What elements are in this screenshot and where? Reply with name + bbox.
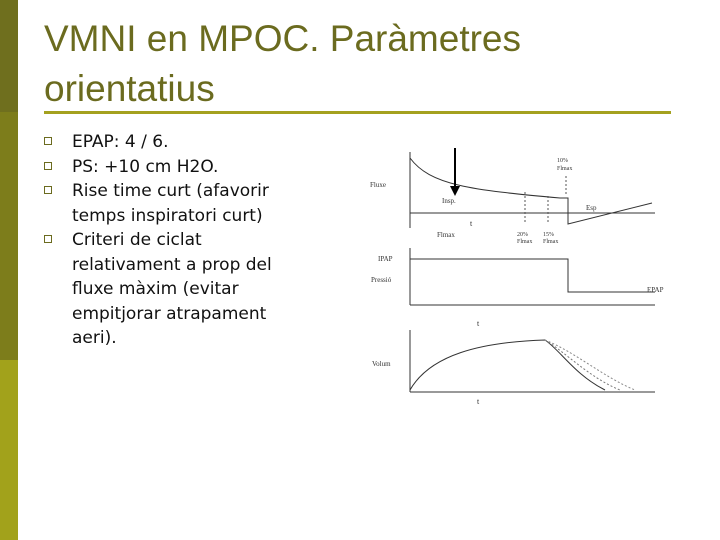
pct15-line1: 15% — [543, 232, 554, 238]
epap-label: EPAP — [647, 286, 664, 294]
square-bullet-icon — [44, 235, 52, 243]
insp-arrow-head — [450, 186, 460, 196]
pressure-label: Pressió — [371, 276, 392, 284]
sidebar-accent — [0, 0, 18, 540]
bullet-text: Rise time curt (afavorir temps inspiratori curt) — [72, 181, 269, 226]
volume-curve-alt-2 — [545, 340, 635, 390]
flow-label: Fluxe — [370, 181, 386, 189]
sidebar-segment-bottom — [0, 360, 18, 540]
insp-label: Insp. — [442, 197, 456, 205]
title-line-1: VMNI en MPOC. Paràmetres — [44, 18, 522, 59]
title-underline — [44, 111, 671, 114]
bullet-text: Criteri de ciclat relativament a prop del fluxe màxim (evitar empitjorar atrapament aeri). — [72, 230, 272, 348]
volume-curve-alt-1 — [545, 340, 620, 390]
flmax-label: Flmax — [437, 231, 455, 239]
bullet-item — [44, 179, 314, 228]
volume-label: Volum — [372, 360, 391, 368]
square-bullet-icon — [44, 162, 52, 170]
pct20-line2: Flmax — [517, 239, 533, 245]
flow-curve — [410, 158, 652, 224]
bullet-item — [44, 155, 314, 180]
pct10-line2: Flmax — [557, 166, 573, 172]
bullet-item — [44, 130, 314, 155]
ventilation-waveform-figure — [360, 140, 680, 410]
pressure-curve — [410, 259, 655, 292]
bullet-text: EPAP: 4 / 6. — [72, 132, 169, 152]
bullet-list — [44, 130, 314, 351]
pct20-line1: 20% — [517, 232, 528, 238]
pct10-line1: 10% — [557, 158, 568, 164]
sidebar-segment-top — [0, 0, 18, 112]
flow-t-label: t — [470, 219, 473, 228]
volume-t-label: t — [477, 397, 480, 406]
volume-curve — [410, 340, 605, 390]
esp-label: Esp — [586, 204, 597, 212]
sidebar-segment-middle — [0, 112, 18, 360]
pressure-t-label: t — [477, 319, 480, 328]
square-bullet-icon — [44, 137, 52, 145]
title-line-2: orientatius — [44, 68, 215, 109]
slide-title — [44, 14, 684, 114]
square-bullet-icon — [44, 186, 52, 194]
pct15-line2: Flmax — [543, 239, 559, 245]
ipap-label: IPAP — [378, 255, 393, 263]
bullet-text: PS: +10 cm H2O. — [72, 156, 219, 177]
bullet-item — [44, 228, 314, 351]
